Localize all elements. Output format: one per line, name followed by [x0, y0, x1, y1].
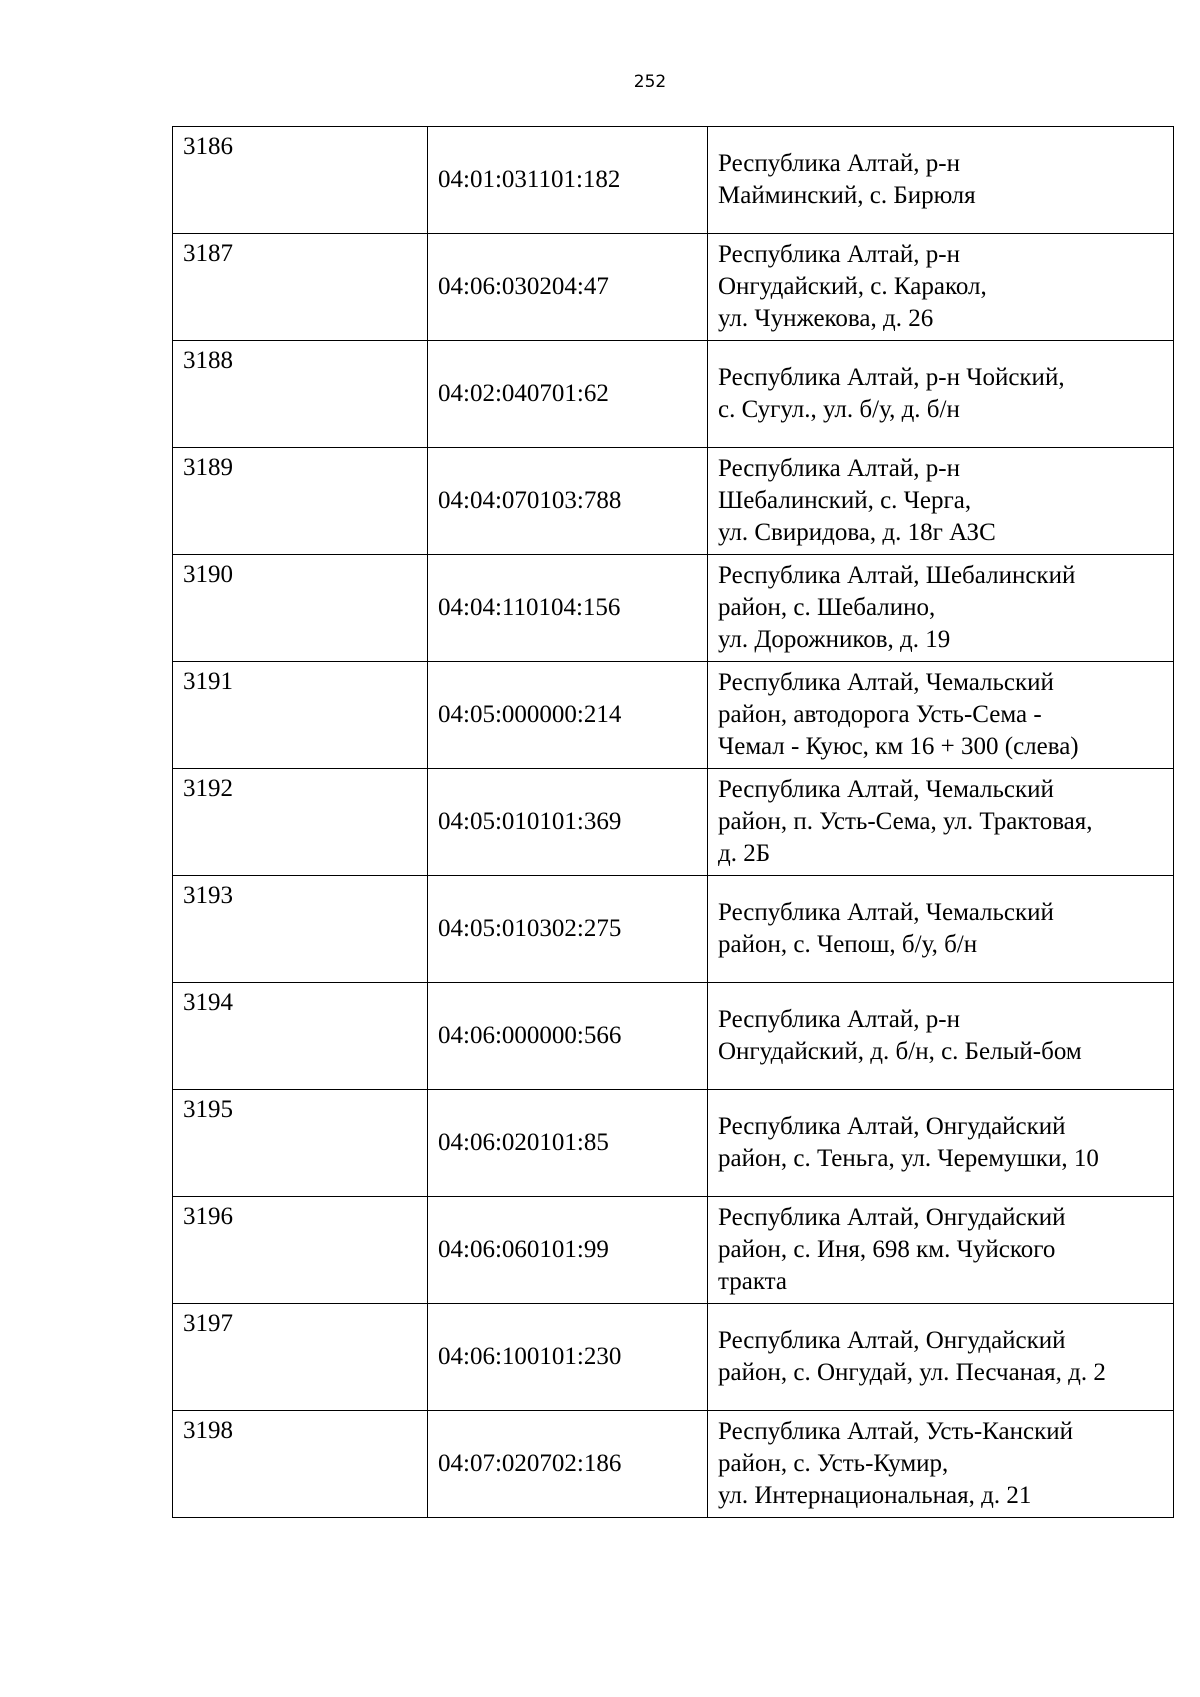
- address-line: район, автодорога Усть-Сема -: [718, 701, 1042, 728]
- address-line: с. Сугул., ул. б/у, д. б/н: [718, 396, 960, 423]
- address-cell: [708, 448, 1174, 555]
- address-cell: [708, 662, 1174, 769]
- address-line: Республика Алтай, Усть-Канский: [718, 1418, 1074, 1445]
- address-line: район, п. Усть-Сема, ул. Трактовая,: [718, 808, 1093, 835]
- row-number-cell: 3194: [173, 983, 428, 1090]
- table-row: [173, 876, 1174, 983]
- address-cell: [708, 555, 1174, 662]
- address-line: Республика Алтай, Онгудайский: [718, 1327, 1066, 1354]
- address-cell: [708, 876, 1174, 983]
- address-line: район, с. Теньга, ул. Черемушки, 10: [718, 1145, 1099, 1172]
- cadastral-number-cell: 04:07:020702:186: [428, 1411, 708, 1518]
- address-line: ул. Интернациональная, д. 21: [718, 1482, 1032, 1509]
- address-line: Республика Алтай, Шебалинский: [718, 562, 1076, 589]
- row-number-cell: 3193: [173, 876, 428, 983]
- cadastral-number-cell: 04:02:040701:62: [428, 341, 708, 448]
- table-row: [173, 1197, 1174, 1304]
- row-number-cell: 3187: [173, 234, 428, 341]
- address-line: ул. Дорожников, д. 19: [718, 626, 951, 653]
- row-number-cell: 3196: [173, 1197, 428, 1304]
- address-line: Республика Алтай, Чемальский: [718, 669, 1054, 696]
- address-cell: [708, 234, 1174, 341]
- table-row: [173, 234, 1174, 341]
- registry-table: [172, 126, 1174, 1518]
- table-row: [173, 1304, 1174, 1411]
- address-line: район, с. Чепош, б/у, б/н: [718, 931, 978, 958]
- address-line: ул. Свиридова, д. 18г АЗС: [718, 519, 996, 546]
- address-line: район, с. Онгудай, ул. Песчаная, д. 2: [718, 1359, 1106, 1386]
- cadastral-number-cell: 04:05:010101:369: [428, 769, 708, 876]
- address-line: Онгудайский, с. Каракол,: [718, 273, 987, 300]
- address-cell: [708, 127, 1174, 234]
- address-cell: [708, 1197, 1174, 1304]
- row-number-cell: 3197: [173, 1304, 428, 1411]
- address-line: район, с. Усть-Кумир,: [718, 1450, 949, 1477]
- row-number-cell: 3186: [173, 127, 428, 234]
- address-line: ул. Чунжекова, д. 26: [718, 305, 934, 332]
- address-line: д. 2Б: [718, 840, 771, 867]
- address-line: район, с. Шебалино,: [718, 594, 936, 621]
- address-line: Республика Алтай, р-н: [718, 150, 960, 177]
- table-row: [173, 769, 1174, 876]
- table-row: [173, 555, 1174, 662]
- address-cell: [708, 769, 1174, 876]
- table-row: [173, 1411, 1174, 1518]
- address-line: Шебалинский, с. Черга,: [718, 487, 972, 514]
- cadastral-number-cell: 04:06:030204:47: [428, 234, 708, 341]
- address-line: Республика Алтай, р-н: [718, 241, 960, 268]
- address-cell: [708, 1090, 1174, 1197]
- cadastral-number-cell: 04:01:031101:182: [428, 127, 708, 234]
- table-row: [173, 662, 1174, 769]
- row-number-cell: 3191: [173, 662, 428, 769]
- address-cell: [708, 341, 1174, 448]
- row-number-cell: 3192: [173, 769, 428, 876]
- cadastral-number-cell: 04:06:100101:230: [428, 1304, 708, 1411]
- cadastral-number-cell: 04:04:070103:788: [428, 448, 708, 555]
- row-number-cell: 3195: [173, 1090, 428, 1197]
- address-line: Онгудайский, д. б/н, с. Белый-бом: [718, 1038, 1082, 1065]
- address-line: Республика Алтай, р-н: [718, 1006, 960, 1033]
- table-row: [173, 983, 1174, 1090]
- registry-table-body: [173, 127, 1174, 1518]
- cadastral-number-cell: 04:05:010302:275: [428, 876, 708, 983]
- address-cell: [708, 1411, 1174, 1518]
- address-line: район, с. Иня, 698 км. Чуйского: [718, 1236, 1056, 1263]
- cadastral-number-cell: 04:05:000000:214: [428, 662, 708, 769]
- row-number-cell: 3188: [173, 341, 428, 448]
- table-row: [173, 448, 1174, 555]
- page-number: 252: [633, 72, 667, 92]
- table-row: [173, 127, 1174, 234]
- table-row: [173, 341, 1174, 448]
- address-line: Республика Алтай, р-н: [718, 455, 960, 482]
- table-row: [173, 1090, 1174, 1197]
- address-line: Республика Алтай, Чемальский: [718, 899, 1054, 926]
- cadastral-number-cell: 04:06:000000:566: [428, 983, 708, 1090]
- address-line: тракта: [718, 1268, 787, 1295]
- address-line: Чемал - Куюс, км 16 + 300 (слева): [718, 733, 1079, 760]
- row-number-cell: 3198: [173, 1411, 428, 1518]
- row-number-cell: 3189: [173, 448, 428, 555]
- address-line: Республика Алтай, Чемальский: [718, 776, 1054, 803]
- row-number-cell: 3190: [173, 555, 428, 662]
- address-cell: [708, 1304, 1174, 1411]
- address-line: Майминский, с. Бирюля: [718, 182, 976, 209]
- address-cell: [708, 983, 1174, 1090]
- cadastral-number-cell: 04:06:060101:99: [428, 1197, 708, 1304]
- address-line: Республика Алтай, р-н Чойский,: [718, 364, 1065, 391]
- cadastral-number-cell: 04:06:020101:85: [428, 1090, 708, 1197]
- address-line: Республика Алтай, Онгудайский: [718, 1204, 1066, 1231]
- address-line: Республика Алтай, Онгудайский: [718, 1113, 1066, 1140]
- cadastral-number-cell: 04:04:110104:156: [428, 555, 708, 662]
